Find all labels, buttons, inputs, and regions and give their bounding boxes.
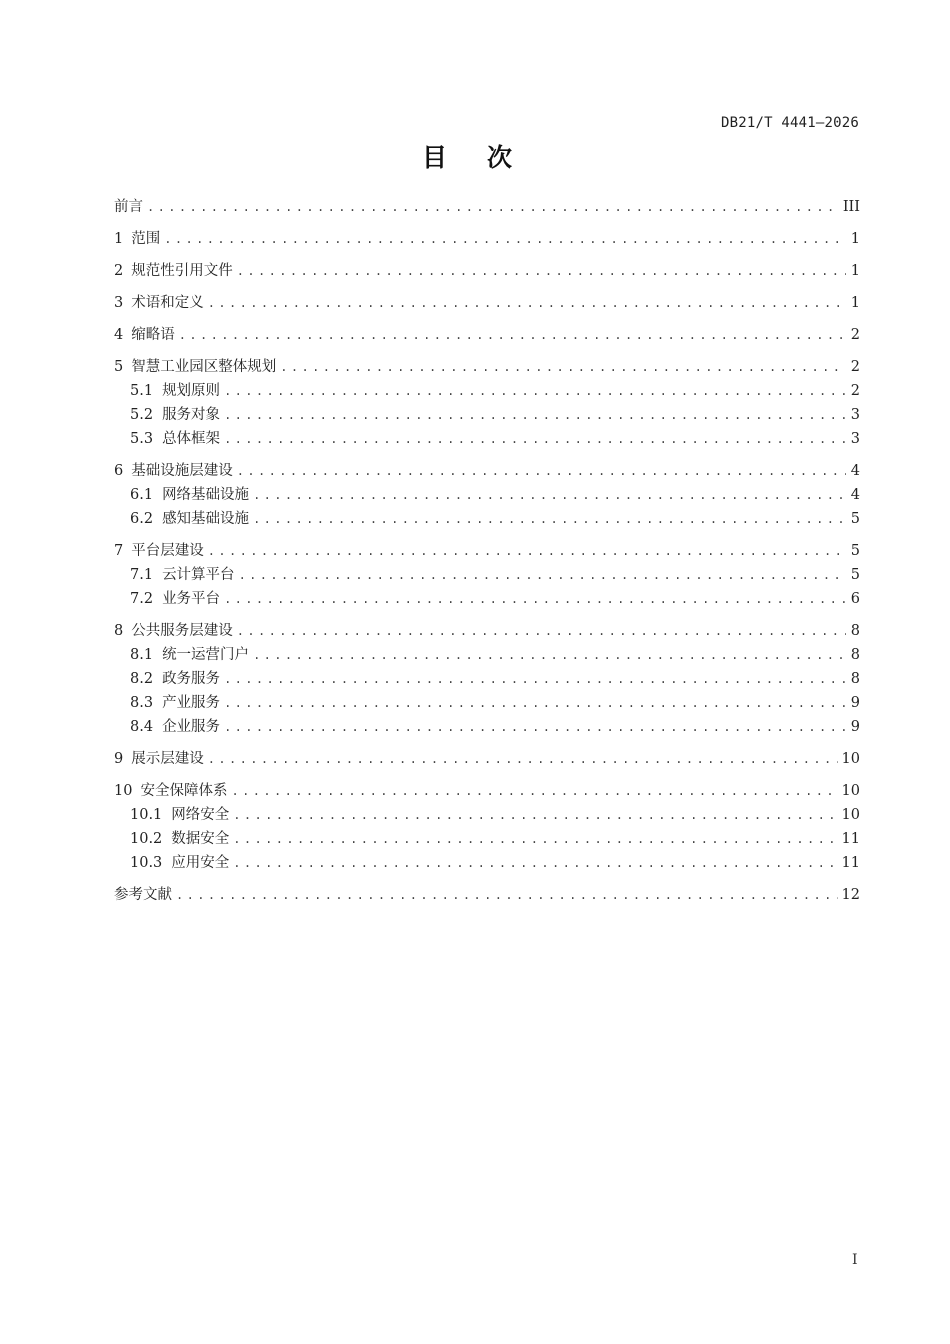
toc-subentry[interactable]: [114, 643, 860, 667]
toc-entry[interactable]: [114, 747, 860, 771]
toc-entry-title: 安全保障体系: [140, 783, 228, 799]
toc-entry-title: 基础设施层建设: [131, 463, 233, 479]
toc-subentry[interactable]: [114, 715, 860, 739]
toc-entry-number: 9: [114, 751, 124, 767]
toc-entry-title: 平台层建设: [131, 543, 204, 559]
toc-entry-page: 11: [841, 831, 860, 847]
toc-entry-title: 规范性引用文件: [131, 263, 233, 279]
toc-entry[interactable]: [114, 539, 860, 563]
toc-entry-number: 6: [114, 463, 124, 479]
toc-entry-page: 5: [850, 511, 860, 527]
toc-entry-page: 5: [850, 543, 860, 559]
toc-subentry[interactable]: [114, 851, 860, 875]
dot-leader: [208, 291, 846, 315]
toc-entry-title: 业务平台: [162, 591, 221, 607]
toc-entry-page: 2: [850, 383, 860, 399]
dot-leader: [233, 851, 837, 875]
dot-leader: [208, 539, 846, 563]
dot-leader: [176, 883, 838, 907]
toc-entry-page: 2: [850, 359, 860, 375]
toc-entry-page: 6: [850, 591, 860, 607]
toc-subentry[interactable]: [114, 803, 860, 827]
dot-leader: [237, 459, 846, 483]
toc-entry-title: 公共服务层建设: [131, 623, 233, 639]
toc-entry-page: 8: [850, 623, 860, 639]
toc-entry-page: 3: [850, 431, 860, 447]
dot-leader: [179, 323, 846, 347]
toc-entry-page: 3: [850, 407, 860, 423]
dot-leader: [224, 427, 846, 451]
page-title: 目次: [421, 143, 552, 172]
toc-subentry[interactable]: [114, 507, 860, 531]
toc-entry-page: 9: [850, 695, 860, 711]
toc-entry-number: 4: [114, 327, 124, 343]
toc-entry-page: 1: [850, 263, 860, 279]
toc-entry-number: 10.2: [130, 831, 163, 847]
toc-subentry[interactable]: [114, 587, 860, 611]
toc-entry[interactable]: [114, 323, 860, 347]
toc-entry-number: 10: [114, 783, 133, 799]
toc-entry-page: 12: [841, 887, 860, 903]
toc-entry-page: 8: [850, 647, 860, 663]
toc-entry-number: 7.2: [130, 591, 154, 607]
toc-entry-page: 9: [850, 719, 860, 735]
toc-entry-number: 7: [114, 543, 124, 559]
dot-leader: [231, 779, 837, 803]
dot-leader: [253, 507, 846, 531]
toc-entry-page: III: [842, 199, 860, 215]
toc-entry-title: 数据安全: [171, 831, 230, 847]
dot-leader: [233, 827, 837, 851]
toc-entry-number: 3: [114, 295, 124, 311]
toc-entry-number: 8.2: [130, 671, 154, 687]
toc-entry-title: 智慧工业园区整体规划: [131, 359, 277, 375]
toc-entry-page: 2: [850, 327, 860, 343]
toc-subentry[interactable]: [114, 667, 860, 691]
toc-entry[interactable]: [114, 355, 860, 379]
document-code: DB21/T 4441—2026: [720, 115, 859, 131]
dot-leader: [224, 691, 846, 715]
toc-entry-number: 1: [114, 231, 124, 247]
toc-entry-number: 8.4: [130, 719, 154, 735]
toc-entry-page: 8: [850, 671, 860, 687]
toc-entry-page: 10: [841, 783, 860, 799]
toc-entry-number: 8: [114, 623, 124, 639]
toc-entry-title: 网络基础设施: [162, 487, 250, 503]
dot-leader: [208, 747, 838, 771]
toc-entry-title: 感知基础设施: [162, 511, 250, 527]
toc-entry-number: 5.1: [130, 383, 154, 399]
toc-subentry[interactable]: [114, 379, 860, 403]
toc-entry-title: 服务对象: [162, 407, 221, 423]
toc-entry-title: 政务服务: [162, 671, 221, 687]
toc-entry-number: 10.1: [130, 807, 163, 823]
toc-entry-number: 8.3: [130, 695, 154, 711]
toc-entry-title: 产业服务: [162, 695, 221, 711]
toc-entry-page: 4: [850, 487, 860, 503]
dot-leader: [239, 563, 846, 587]
dot-leader: [280, 355, 846, 379]
toc-entry-number: 5.3: [130, 431, 154, 447]
toc-entry-number: 10.3: [130, 855, 163, 871]
dot-leader: [224, 715, 846, 739]
toc-entry-page: 5: [850, 567, 860, 583]
toc-entry[interactable]: [114, 291, 860, 315]
dot-leader: [147, 195, 839, 219]
toc-entry-title: 术语和定义: [131, 295, 204, 311]
toc-subentry[interactable]: [114, 827, 860, 851]
dot-leader: [253, 483, 846, 507]
toc-entry-title: 缩略语: [131, 327, 175, 343]
dot-leader: [237, 619, 846, 643]
page-number: I: [852, 1252, 858, 1268]
dot-leader: [233, 803, 837, 827]
dot-leader: [224, 403, 846, 427]
toc-subentry[interactable]: [114, 563, 860, 587]
toc-entry-page: 4: [850, 463, 860, 479]
toc-subentry[interactable]: [114, 427, 860, 451]
dot-leader: [224, 587, 846, 611]
toc-entry-page: 10: [841, 807, 860, 823]
toc-subentry[interactable]: [114, 403, 860, 427]
toc-entry-title: 总体框架: [162, 431, 221, 447]
toc-entry-page: 1: [850, 231, 860, 247]
toc-entry-title: 展示层建设: [131, 751, 204, 767]
toc-subentry[interactable]: [114, 691, 860, 715]
table-of-contents: [114, 195, 860, 907]
toc-entry[interactable]: [114, 227, 860, 251]
toc-entry-number: 5.2: [130, 407, 154, 423]
toc-entry-title: 前言: [114, 199, 143, 215]
toc-entry-title: 云计算平台: [162, 567, 235, 583]
toc-entry-number: 5: [114, 359, 124, 375]
toc-entry-title: 统一运营门户: [162, 647, 250, 663]
toc-entry[interactable]: [114, 459, 860, 483]
toc-entry-number: 2: [114, 263, 124, 279]
toc-entry[interactable]: [114, 779, 860, 803]
toc-entry[interactable]: [114, 883, 860, 907]
dot-leader: [224, 379, 846, 403]
toc-entry-title: 参考文献: [114, 887, 172, 903]
toc-subentry[interactable]: [114, 483, 860, 507]
dot-leader: [164, 227, 846, 251]
toc-entry-title: 应用安全: [171, 855, 230, 871]
toc-entry-page: 1: [850, 295, 860, 311]
toc-entry-number: 8.1: [130, 647, 154, 663]
toc-entry-number: 6.2: [130, 511, 154, 527]
toc-entry[interactable]: [114, 619, 860, 643]
toc-entry-page: 11: [841, 855, 860, 871]
dot-leader: [237, 259, 846, 283]
toc-entry-title: 范围: [131, 231, 161, 247]
toc-entry-number: 6.1: [130, 487, 154, 503]
toc-entry-number: 7.1: [130, 567, 154, 583]
toc-entry[interactable]: [114, 259, 860, 283]
toc-entry[interactable]: [114, 195, 860, 219]
dot-leader: [253, 643, 846, 667]
dot-leader: [224, 667, 846, 691]
toc-entry-title: 企业服务: [162, 719, 221, 735]
toc-entry-title: 规划原则: [162, 383, 221, 399]
toc-entry-title: 网络安全: [171, 807, 230, 823]
toc-entry-page: 10: [841, 751, 860, 767]
